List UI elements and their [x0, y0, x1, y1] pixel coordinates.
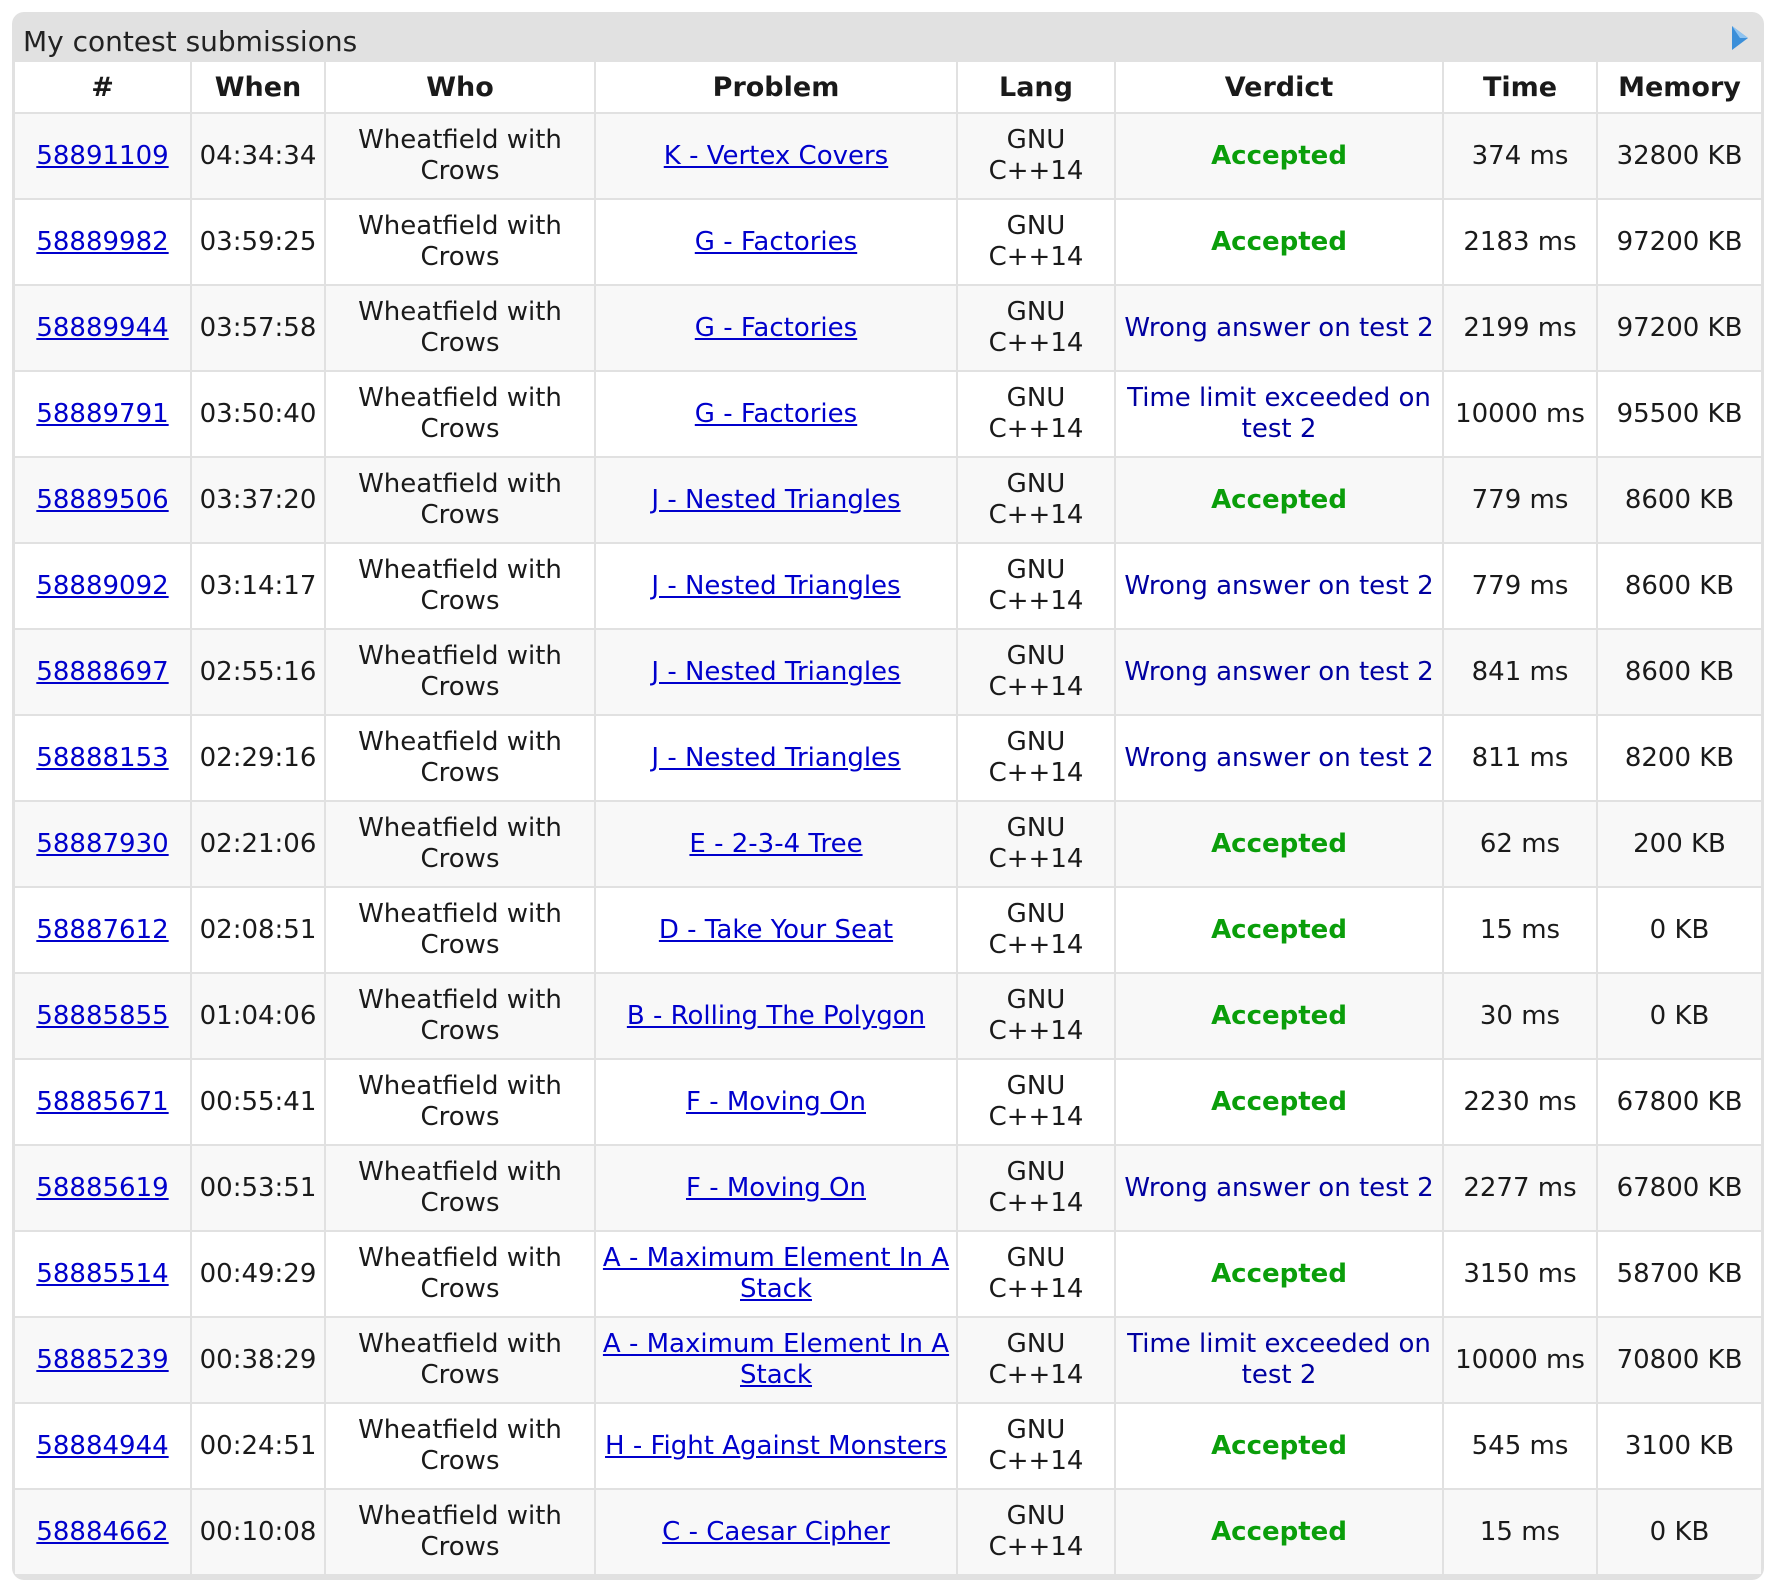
cell-verdict	[1115, 1145, 1443, 1231]
cell-time: 10000 ms	[1443, 371, 1597, 457]
table-row	[15, 973, 1761, 1059]
cell-when: 03:37:20	[191, 457, 325, 543]
cell-lang: GNU C++14	[957, 1489, 1115, 1574]
cell-problem	[595, 199, 957, 285]
verdict-text: Accepted	[1211, 1000, 1347, 1031]
cell-problem	[595, 887, 957, 973]
cell-id	[15, 973, 191, 1059]
table-row	[15, 1489, 1761, 1574]
cell-verdict	[1115, 629, 1443, 715]
cell-verdict	[1115, 1231, 1443, 1317]
verdict-text: Accepted	[1211, 226, 1347, 257]
cell-who: Wheatfield with Crows	[325, 1059, 595, 1145]
submission-id-link[interactable]: 58888153	[36, 742, 169, 773]
cell-time: 30 ms	[1443, 973, 1597, 1059]
cell-when: 00:24:51	[191, 1403, 325, 1489]
cell-memory: 8200 KB	[1597, 715, 1761, 801]
cell-who: Wheatfield with Crows	[325, 113, 595, 199]
cell-id	[15, 285, 191, 371]
cell-verdict	[1115, 199, 1443, 285]
cell-lang: GNU C++14	[957, 887, 1115, 973]
cell-verdict	[1115, 113, 1443, 199]
cell-time: 10000 ms	[1443, 1317, 1597, 1403]
table-row	[15, 629, 1761, 715]
cell-when: 03:14:17	[191, 543, 325, 629]
cell-when: 02:55:16	[191, 629, 325, 715]
problem-link[interactable]: J - Nested Triangles	[651, 484, 901, 515]
cell-when: 00:49:29	[191, 1231, 325, 1317]
cell-time: 374 ms	[1443, 113, 1597, 199]
column-header-problem: Problem	[595, 62, 957, 113]
cell-problem	[595, 543, 957, 629]
verdict-text: Wrong answer on test 2	[1124, 312, 1434, 343]
cell-memory: 67800 KB	[1597, 1145, 1761, 1231]
cell-problem	[595, 285, 957, 371]
problem-link[interactable]: J - Nested Triangles	[651, 742, 901, 773]
table-row	[15, 371, 1761, 457]
column-header-when: When	[191, 62, 325, 113]
cell-lang: GNU C++14	[957, 199, 1115, 285]
cell-id	[15, 1317, 191, 1403]
cell-when: 03:50:40	[191, 371, 325, 457]
problem-link[interactable]: F - Moving On	[685, 1086, 866, 1117]
cell-when: 00:10:08	[191, 1489, 325, 1574]
cell-verdict	[1115, 543, 1443, 629]
table-header-row	[15, 62, 1761, 113]
problem-link[interactable]: J - Nested Triangles	[651, 570, 901, 601]
verdict-text: Wrong answer on test 2	[1124, 570, 1434, 601]
cell-time: 779 ms	[1443, 543, 1597, 629]
cell-lang: GNU C++14	[957, 457, 1115, 543]
cell-time: 2183 ms	[1443, 199, 1597, 285]
verdict-text: Accepted	[1211, 1430, 1347, 1461]
cell-lang: GNU C++14	[957, 285, 1115, 371]
cell-id	[15, 371, 191, 457]
cell-lang: GNU C++14	[957, 801, 1115, 887]
cell-when: 01:04:06	[191, 973, 325, 1059]
cell-who: Wheatfield with Crows	[325, 1317, 595, 1403]
cell-lang: GNU C++14	[957, 113, 1115, 199]
cell-id	[15, 801, 191, 887]
table-row	[15, 113, 1761, 199]
cell-who: Wheatfield with Crows	[325, 457, 595, 543]
submission-id-link[interactable]: 58887930	[36, 828, 169, 859]
verdict-text: Time limit exceeded on test 2	[1127, 383, 1431, 444]
cell-who: Wheatfield with Crows	[325, 1403, 595, 1489]
cell-problem	[595, 715, 957, 801]
cell-time: 3150 ms	[1443, 1231, 1597, 1317]
cell-lang: GNU C++14	[957, 1231, 1115, 1317]
cell-id	[15, 199, 191, 285]
cell-verdict	[1115, 457, 1443, 543]
cell-time: 841 ms	[1443, 629, 1597, 715]
cell-problem	[595, 1489, 957, 1574]
cell-who: Wheatfield with Crows	[325, 1489, 595, 1574]
cell-who: Wheatfield with Crows	[325, 973, 595, 1059]
cell-time: 2277 ms	[1443, 1145, 1597, 1231]
cell-verdict	[1115, 1059, 1443, 1145]
cell-when: 02:29:16	[191, 715, 325, 801]
cell-when: 00:38:29	[191, 1317, 325, 1403]
submissions-table	[15, 62, 1761, 1574]
cell-memory: 67800 KB	[1597, 1059, 1761, 1145]
submission-id-link[interactable]: 58884662	[36, 1516, 169, 1547]
cell-id	[15, 457, 191, 543]
cell-id	[15, 1231, 191, 1317]
table-row	[15, 1317, 1761, 1403]
verdict-text: Accepted	[1211, 140, 1347, 171]
cell-id	[15, 113, 191, 199]
cell-time: 779 ms	[1443, 457, 1597, 543]
cell-time: 15 ms	[1443, 887, 1597, 973]
submission-id-link[interactable]: 58887612	[36, 914, 169, 945]
cell-id	[15, 715, 191, 801]
submission-id-link[interactable]: 58885671	[36, 1086, 169, 1117]
cell-when: 04:34:34	[191, 113, 325, 199]
cell-memory: 70800 KB	[1597, 1317, 1761, 1403]
cell-problem	[595, 1231, 957, 1317]
verdict-text: Wrong answer on test 2	[1124, 1172, 1434, 1203]
cell-id	[15, 1403, 191, 1489]
verdict-text: Accepted	[1211, 1086, 1347, 1117]
submission-id-link[interactable]: 58889506	[36, 484, 169, 515]
cell-who: Wheatfield with Crows	[325, 887, 595, 973]
cell-id	[15, 543, 191, 629]
cell-verdict	[1115, 715, 1443, 801]
submission-id-link[interactable]: 58885855	[36, 1000, 169, 1031]
verdict-text: Accepted	[1211, 914, 1347, 945]
problem-link[interactable]: J - Nested Triangles	[651, 656, 901, 687]
cell-problem	[595, 457, 957, 543]
problem-link[interactable]: D - Take Your Seat	[658, 914, 894, 945]
problem-link[interactable]: F - Moving On	[685, 1172, 866, 1203]
cell-memory: 0 KB	[1597, 1489, 1761, 1574]
column-header-memory: Memory	[1597, 62, 1761, 113]
table-row	[15, 1403, 1761, 1489]
table-row	[15, 199, 1761, 285]
cell-when: 03:57:58	[191, 285, 325, 371]
verdict-text: Time limit exceeded on test 2	[1127, 1329, 1431, 1390]
cell-problem	[595, 801, 957, 887]
cell-verdict	[1115, 1489, 1443, 1574]
verdict-text: Accepted	[1211, 828, 1347, 859]
cell-id	[15, 887, 191, 973]
panel-title: My contest submissions	[23, 25, 358, 58]
cell-problem	[595, 1317, 957, 1403]
cell-when: 02:08:51	[191, 887, 325, 973]
column-header-who: Who	[325, 62, 595, 113]
cell-problem	[595, 1059, 957, 1145]
cell-when: 03:59:25	[191, 199, 325, 285]
cell-time: 2230 ms	[1443, 1059, 1597, 1145]
column-header-time: Time	[1443, 62, 1597, 113]
table-row	[15, 457, 1761, 543]
cell-time: 62 ms	[1443, 801, 1597, 887]
cell-time: 811 ms	[1443, 715, 1597, 801]
table-row	[15, 1231, 1761, 1317]
table-row	[15, 1145, 1761, 1231]
cell-lang: GNU C++14	[957, 629, 1115, 715]
cell-problem	[595, 629, 957, 715]
cell-memory: 200 KB	[1597, 801, 1761, 887]
cell-time: 545 ms	[1443, 1403, 1597, 1489]
problem-link[interactable]: C - Caesar Cipher	[662, 1516, 890, 1547]
cell-time: 2199 ms	[1443, 285, 1597, 371]
submission-id-link[interactable]: 58885239	[36, 1344, 169, 1375]
cell-verdict	[1115, 801, 1443, 887]
cell-lang: GNU C++14	[957, 1317, 1115, 1403]
cell-verdict	[1115, 1403, 1443, 1489]
table-row	[15, 1059, 1761, 1145]
submission-id-link[interactable]: 58885514	[36, 1258, 169, 1289]
submission-id-link[interactable]: 58888697	[36, 656, 169, 687]
cell-memory: 97200 KB	[1597, 285, 1761, 371]
submissions-panel	[12, 12, 1764, 1580]
cell-problem	[595, 1145, 957, 1231]
cell-when: 00:55:41	[191, 1059, 325, 1145]
submission-id-link[interactable]: 58885619	[36, 1172, 169, 1203]
problem-link[interactable]: A - Maximum Element In A Stack	[602, 1243, 950, 1304]
problem-link[interactable]: G - Factories	[694, 226, 858, 257]
cell-lang: GNU C++14	[957, 371, 1115, 457]
cell-memory: 8600 KB	[1597, 543, 1761, 629]
cell-id	[15, 1489, 191, 1574]
cell-problem	[595, 371, 957, 457]
table-row	[15, 887, 1761, 973]
problem-link[interactable]: E - 2-3-4 Tree	[689, 828, 863, 859]
cell-who: Wheatfield with Crows	[325, 1145, 595, 1231]
verdict-text: Accepted	[1211, 484, 1347, 515]
cell-id	[15, 1145, 191, 1231]
cell-memory: 8600 KB	[1597, 629, 1761, 715]
table-row	[15, 715, 1761, 801]
cell-when: 02:21:06	[191, 801, 325, 887]
cell-who: Wheatfield with Crows	[325, 285, 595, 371]
cell-who: Wheatfield with Crows	[325, 199, 595, 285]
verdict-text: Wrong answer on test 2	[1124, 656, 1434, 687]
cell-time: 15 ms	[1443, 1489, 1597, 1574]
column-header-verdict: Verdict	[1115, 62, 1443, 113]
column-header-id: #	[15, 62, 191, 113]
cell-memory: 0 KB	[1597, 973, 1761, 1059]
cell-memory: 97200 KB	[1597, 199, 1761, 285]
collapse-arrow-icon[interactable]	[1728, 22, 1752, 54]
cell-memory: 32800 KB	[1597, 113, 1761, 199]
cell-memory: 0 KB	[1597, 887, 1761, 973]
table-row	[15, 543, 1761, 629]
cell-memory: 8600 KB	[1597, 457, 1761, 543]
cell-who: Wheatfield with Crows	[325, 543, 595, 629]
cell-lang: GNU C++14	[957, 973, 1115, 1059]
problem-link[interactable]: G - Factories	[694, 398, 858, 429]
problem-link[interactable]: K - Vertex Covers	[663, 140, 889, 171]
cell-problem	[595, 113, 957, 199]
cell-who: Wheatfield with Crows	[325, 371, 595, 457]
cell-who: Wheatfield with Crows	[325, 801, 595, 887]
problem-link[interactable]: G - Factories	[694, 312, 858, 343]
submission-id-link[interactable]: 58889791	[36, 398, 169, 429]
cell-verdict	[1115, 973, 1443, 1059]
submission-id-link[interactable]: 58884944	[36, 1430, 169, 1461]
submission-id-link[interactable]: 58891109	[36, 140, 169, 171]
verdict-text: Accepted	[1211, 1258, 1347, 1289]
cell-memory: 58700 KB	[1597, 1231, 1761, 1317]
cell-verdict	[1115, 371, 1443, 457]
problem-link[interactable]: A - Maximum Element In A Stack	[602, 1329, 950, 1390]
verdict-text: Accepted	[1211, 1516, 1347, 1547]
cell-who: Wheatfield with Crows	[325, 629, 595, 715]
cell-id	[15, 1059, 191, 1145]
cell-who: Wheatfield with Crows	[325, 1231, 595, 1317]
submissions-table-body	[15, 113, 1761, 1574]
cell-memory: 3100 KB	[1597, 1403, 1761, 1489]
cell-lang: GNU C++14	[957, 543, 1115, 629]
table-row	[15, 801, 1761, 887]
column-header-lang: Lang	[957, 62, 1115, 113]
submission-id-link[interactable]: 58889944	[36, 312, 169, 343]
cell-lang: GNU C++14	[957, 1403, 1115, 1489]
cell-who: Wheatfield with Crows	[325, 715, 595, 801]
cell-when: 00:53:51	[191, 1145, 325, 1231]
cell-lang: GNU C++14	[957, 715, 1115, 801]
cell-problem	[595, 973, 957, 1059]
problem-link[interactable]: B - Rolling The Polygon	[626, 1000, 926, 1031]
problem-link[interactable]: H - Fight Against Monsters	[605, 1430, 947, 1461]
submission-id-link[interactable]: 58889982	[36, 226, 169, 257]
cell-lang: GNU C++14	[957, 1059, 1115, 1145]
cell-verdict	[1115, 285, 1443, 371]
table-row	[15, 285, 1761, 371]
verdict-text: Wrong answer on test 2	[1124, 742, 1434, 773]
cell-id	[15, 629, 191, 715]
cell-lang: GNU C++14	[957, 1145, 1115, 1231]
cell-memory: 95500 KB	[1597, 371, 1761, 457]
cell-verdict	[1115, 887, 1443, 973]
submission-id-link[interactable]: 58889092	[36, 570, 169, 601]
cell-verdict	[1115, 1317, 1443, 1403]
cell-problem	[595, 1403, 957, 1489]
